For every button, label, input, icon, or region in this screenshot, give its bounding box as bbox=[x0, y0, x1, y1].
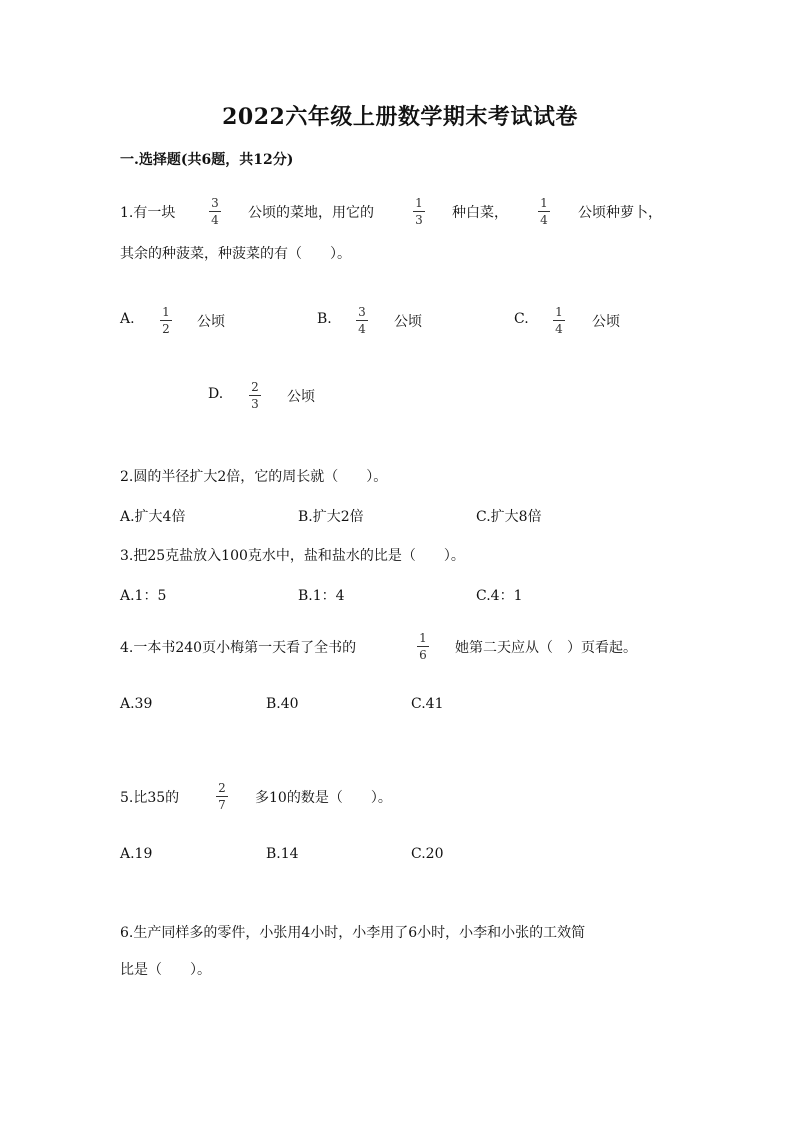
fraction-denominator: 7 bbox=[218, 798, 226, 812]
option-fraction bbox=[356, 306, 368, 335]
option-label: A. bbox=[120, 311, 135, 327]
fraction-denominator: 4 bbox=[358, 322, 366, 336]
q6-text-line2: 比是（ ）。 bbox=[120, 962, 211, 978]
q5-text-part2: 多10的数是（ ）。 bbox=[255, 790, 392, 806]
fraction-denominator: 4 bbox=[555, 322, 563, 336]
fraction-denominator: 3 bbox=[415, 213, 423, 227]
fraction-denominator: 4 bbox=[540, 213, 548, 227]
q1-fraction-3 bbox=[538, 197, 550, 226]
section-heading: 一.选择题(共6题，共12分) bbox=[120, 152, 294, 168]
fraction-numerator: 3 bbox=[211, 196, 219, 210]
option-unit: 公顷 bbox=[394, 314, 422, 330]
q1-text-part4: 公顷种萝卜， bbox=[578, 205, 662, 221]
q5-option-b[interactable]: B.14 bbox=[266, 846, 299, 862]
q5-option-c[interactable]: C.20 bbox=[411, 846, 444, 862]
fraction-numerator: 2 bbox=[251, 380, 259, 394]
fraction-numerator: 1 bbox=[540, 196, 548, 210]
option-label: C. bbox=[514, 311, 529, 327]
q3-text: 3.把25克盐放入100克水中，盐和盐水的比是（ ）。 bbox=[120, 548, 465, 564]
option-fraction bbox=[553, 306, 565, 335]
q5-text-part1: 5.比35的 bbox=[120, 790, 180, 806]
q1-text-part2: 公顷的菜地，用它的 bbox=[248, 205, 374, 221]
fraction-numerator: 1 bbox=[415, 196, 423, 210]
fraction-numerator: 1 bbox=[419, 631, 427, 645]
option-unit: 公顷 bbox=[592, 314, 620, 330]
q2-text: 2.圆的半径扩大2倍，它的周长就（ ）。 bbox=[120, 469, 388, 485]
fraction-numerator: 1 bbox=[162, 305, 170, 319]
q1-text-part1: 1.有一块 bbox=[120, 205, 176, 221]
option-label: D. bbox=[208, 386, 224, 402]
option-unit: 公顷 bbox=[287, 389, 315, 405]
q4-text-part1: 4.一本书240页小梅第一天看了全书的 bbox=[120, 640, 357, 656]
q4-option-c[interactable]: C.41 bbox=[411, 696, 444, 712]
q2-option-b[interactable]: B.扩大2倍 bbox=[298, 509, 364, 525]
q4-fraction bbox=[417, 632, 429, 661]
fraction-denominator: 2 bbox=[162, 322, 170, 336]
q6-text-line1: 6.生产同样多的零件，小张用4小时，小李用了6小时，小李和小张的工效简 bbox=[120, 925, 586, 941]
fraction-numerator: 1 bbox=[555, 305, 563, 319]
option-fraction bbox=[249, 381, 261, 410]
q2-option-c[interactable]: C.扩大8倍 bbox=[476, 509, 542, 525]
q4-text-part2: 她第二天应从（ ）页看起。 bbox=[455, 640, 637, 656]
fraction-denominator: 3 bbox=[251, 397, 259, 411]
q3-option-a[interactable]: A.1：5 bbox=[120, 588, 167, 604]
q1-fraction-2 bbox=[413, 197, 425, 226]
fraction-numerator: 2 bbox=[218, 781, 226, 795]
q5-option-a[interactable]: A.19 bbox=[120, 846, 153, 862]
exam-title: 2022六年级上册数学期末考试试卷 bbox=[222, 104, 578, 130]
option-label: B. bbox=[317, 311, 332, 327]
q5-fraction bbox=[216, 782, 228, 811]
option-fraction bbox=[160, 306, 172, 335]
option-unit: 公顷 bbox=[197, 314, 225, 330]
q1-text-line2: 其余的种菠菜，种菠菜的有（ ）。 bbox=[120, 246, 351, 262]
q1-text-part3: 种白菜， bbox=[452, 205, 508, 221]
q4-option-a[interactable]: A.39 bbox=[120, 696, 153, 712]
q1-fraction-1 bbox=[209, 197, 221, 226]
fraction-denominator: 4 bbox=[211, 213, 219, 227]
q3-option-b[interactable]: B.1：4 bbox=[298, 588, 345, 604]
q3-option-c[interactable]: C.4：1 bbox=[476, 588, 523, 604]
fraction-denominator: 6 bbox=[419, 648, 427, 662]
q2-option-a[interactable]: A.扩大4倍 bbox=[120, 509, 186, 525]
fraction-numerator: 3 bbox=[358, 305, 366, 319]
q4-option-b[interactable]: B.40 bbox=[266, 696, 299, 712]
